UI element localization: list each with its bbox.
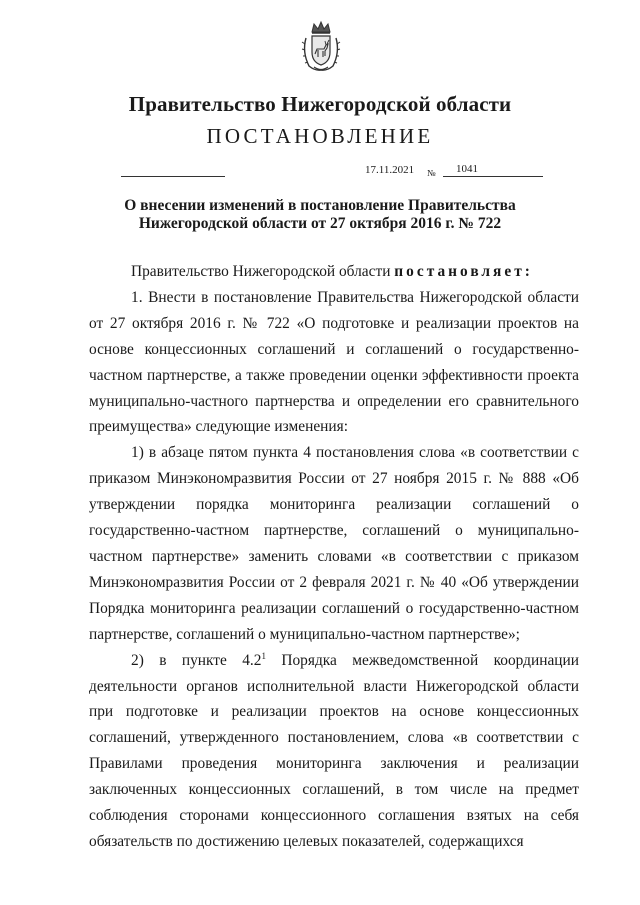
intro-text: Правительство Нижегородской области — [131, 263, 391, 280]
document-body — [89, 259, 579, 855]
document-date: 17.11.2021 — [365, 164, 415, 176]
coat-of-arms-icon — [299, 20, 343, 72]
number-sign: № — [427, 168, 436, 178]
subject-line-1: О внесении изменений в постановление Правительства — [124, 197, 516, 214]
intro-verb: постановляет: — [394, 263, 533, 280]
blank-signature-line — [121, 176, 225, 177]
subject-line-2: Нижегородской области от 27 октября 2016 г. № 722 — [138, 215, 502, 232]
paragraph-3 — [89, 648, 579, 855]
document-subject — [100, 197, 540, 233]
document-number: 1041 — [443, 163, 543, 177]
paragraph-3-start: 2) в пункте 4.2 — [131, 651, 262, 669]
government-name: Правительство Нижегородской области — [128, 92, 512, 116]
intro-paragraph — [89, 259, 579, 285]
footnote-superscript: 1 — [261, 650, 266, 661]
paragraph-3-rest: Порядка межведомственной координации деятельности органов исполнительной власти Нижегородской области при подготовке и реализации проектов на основе концессионных соглашений, утвержденного постановлением, слова «в соответствии с Правилами проведения мониторинга заключения и реализации заключенных концессионных соглашений, в том числе на предмет соблюдения сторонами концессионного соглашения взятых на себя обязательств по достижению целевых показателей, содержащихся — [89, 651, 579, 850]
document-type: ПОСТАНОВЛЕНИЕ — [206, 124, 434, 148]
paragraph-2: 1) в абзаце пятом пункта 4 постановления слова «в соответствии с приказом Минэкономразвития России от 27 ноября 2015 г. № 888 «Об утверждении порядка мониторинга реализации соглашений о государственно-частном партнерстве, соглашений о муниципально-частном партнерстве» заменить словами «в соответствии с приказом Минэкономразвития России от 2 февраля 2021 г. № 40 «Об утверждении Порядка мониторинга реализации соглашений о государственно-частном партнерстве, соглашений о муниципально-частном партнерстве»; — [89, 444, 579, 643]
paragraph-1: 1. Внести в постановление Правительства Нижегородской области от 27 октября 2016 г. № 722 «О подготовке и реализации проектов на основе концессионных соглашений и соглашений о государственно-частном партнерстве, а также проведении оценки эффективности проекта муниципально-частного партнерства и определении его сравнительного преимущества» следующие изменения: — [89, 288, 579, 436]
